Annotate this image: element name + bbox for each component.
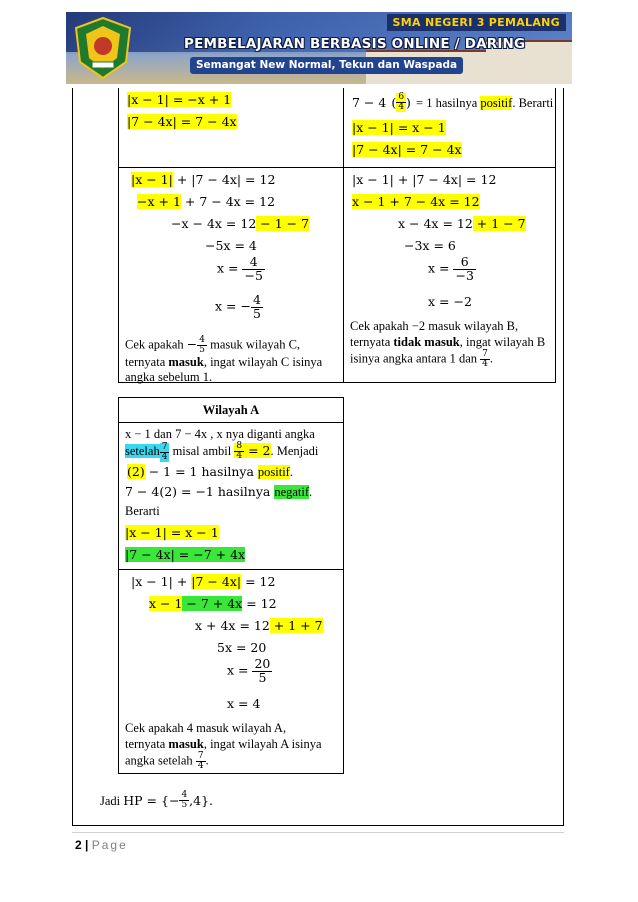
region-b-eq6: x = −2 [428,294,472,309]
region-a-p1: x − 1 dan 7 − 4x , x nya diganti angka [125,427,315,441]
footer-rule [72,832,564,833]
top-right-eq1-pre: 7 − 4 [352,95,387,110]
page-number: 2 | Page [75,838,128,852]
region-a-eq5-frac: $\frac{20}{5}$ [254,656,271,685]
region-c-check-b: masuk wilayah C, [207,337,301,352]
positive-highlight: positif [480,96,513,110]
region-a-two-hl: (2) [127,464,145,479]
region-c-eq4: −5x = 4 [205,238,257,253]
region-c-eq1-a: |x − 1| [131,172,173,187]
region-a-eq3: x + 4x = 12 [195,618,270,633]
top-left-cell [118,88,344,168]
banner-tagline: Semangat New Normal, Tekun dan Waspada [190,57,463,74]
region-a-eq5-lhs: x = [227,662,249,678]
region-c-eq5-frac: $\frac{4}{-5}$ [244,254,263,283]
region-a-eq1-a: |x − 1| + [131,574,192,589]
region-b-eq1: |x − 1| + |7 − 4x| = 12 [352,172,497,187]
region-b-eq4: −3x = 6 [404,238,456,253]
region-a-check-a: Cek apakah 4 masuk wilayah A, [125,721,287,735]
region-b-check-c: isinya angka antara 1 dan [350,351,481,366]
region-a-eq2-hl2: − 7 + 4x [182,596,243,611]
region-a-eq2-hl: x − 1 [149,596,183,611]
region-a-setup-cell: x − 1 dan 7 − 4x , x nya diganti angka setelah $\frac{7}{4}$ misal ambil $\frac{8}{4}$ = 2. Menjadi (2) − 1 = 1 hasilnya positif. 7 − 4(2) = −1 hasilnya negatif. Berarti |x − 1| = x − 1 |7 − 4x| = −7 + 4x [118,422,344,570]
region-b-bold: tidak masuk [393,335,460,349]
school-name: SMA NEGERI 3 PEMALANG [387,14,566,31]
conclusion: Jadi HP = {− $\frac{4}{5}$ ,4}. [100,790,214,810]
header-banner [66,12,572,84]
top-right-cell: 7 − 4 ( $\frac{6}{4}$ ) = 1 hasilnya positif. Berarti |x − 1| = x − 1 |7 − 4x| = 7 − 4x [343,88,556,168]
region-a-setelah-hl: setelah [125,444,160,458]
region-b-eq5-frac: $\frac{6}{-3}$ [455,254,474,283]
solution-set: HP = {− [123,793,180,808]
region-a-berarti: Berarti [125,504,160,518]
banner-title: PEMBELAJARAN BERBASIS ONLINE / DARING [184,36,526,52]
region-a-heading: Wilayah A [202,403,260,417]
region-b-check-frac: $\frac{7}{4}$ [482,349,488,369]
region-c-eq2-rest: + 7 − 4x = 12 [180,194,276,209]
region-c-eq5-lhs: x = [217,260,239,276]
region-c-check-a: Cek apakah [125,337,187,352]
region-a-bold: masuk [168,737,204,751]
school-emblem-icon [72,16,134,80]
region-c-eq3: −x − 4x = 12 [171,216,257,231]
region-b-eq2: x − 1 + 7 − 4x = 12 [352,194,480,209]
top-left-eq2: |7 − 4x| = 7 − 4x [127,114,237,129]
region-b-eq3: x − 4x = 12 [398,216,473,231]
region-a-p6: |x − 1| = x − 1 [125,525,219,540]
region-b-eq5-lhs: x = [428,260,450,276]
region-a-eq1-hl: |7 − 4x| [191,574,242,589]
page-label: Page [91,838,128,852]
region-c-check-d: angka sebelum 1. [125,370,213,384]
region-a-p7: |7 − 4x| = −7 + 4x [125,547,246,562]
region-a-positif-hl: positif [257,465,290,479]
region-b-cell: |x − 1| + |7 − 4x| = 12 x − 1 + 7 − 4x = 12 x − 4x = 12 + 1 − 7 −3x = 6 x = $\frac{6}{-3}$ x = −2 Cek apakah −2 masuk wilayah B, ternyata tidak masuk, ingat wilayah B isinya angka antara 1 dan $\frac{7}{4}$ . [343,167,556,383]
region-b-check-a: Cek apakah −2 masuk wilayah B, [350,319,519,333]
region-b-eq3-hl: + 1 − 7 [472,216,526,231]
region-c-bold: masuk [168,355,204,369]
region-a-header-cell [118,397,344,423]
region-c-eq6-frac: $\frac{4}{5}$ [252,292,261,321]
top-right-eq2: |x − 1| = x − 1 [352,120,446,135]
region-c-eq1-b: + |7 − 4x| = 12 [172,172,276,187]
region-c-eq6-lhs: x = − [215,298,251,314]
top-right-eq3: |7 − 4x| = 7 − 4x [352,142,462,157]
region-a-p2-frac: $\frac{7}{4}$ [161,441,168,462]
region-a-check-frac: $\frac{7}{4}$ [197,751,204,771]
region-a-p4: 7 − 4(2) = −1 hasilnya [125,484,275,499]
page-number-value: 2 [75,838,82,852]
region-a-eq6: x = 4 [227,696,261,711]
region-a-check-c: angka setelah [125,753,196,768]
top-left-eq1: |x − 1| = −x + 1 [127,92,232,107]
region-c-check-frac: $\frac{4}{5}$ [199,335,205,355]
fraction-6-4: $\frac{6}{4}$ [398,92,405,112]
region-c-eq2-hl: −x + 1 [137,194,181,209]
region-c-cell: |x − 1| + |7 − 4x| = 12 −x + 1 + 7 − 4x = 12 −x − 4x = 12 − 1 − 7 −5x = 4 x = $\frac{4}{-5}$ x = − $\frac{4}{5}$ Cek apakah − $\frac{4}{5}$ masuk wilayah C, ternyata masuk, ingat wilayah C isinya angka sebelum 1. [118,167,344,383]
region-a-solve-cell: |x − 1| + |7 − 4x| = 12 x − 1 − 7 + 4x = 12 x + 4x = 12 + 1 + 7 5x = 20 x = $\frac{20}{5}$ x = 4 Cek apakah 4 masuk wilayah A, ternyata masuk, ingat wilayah A isinya angka setelah $\frac{7}{4}$ . [118,569,344,774]
region-c-eq3-hl: − 1 − 7 [256,216,310,231]
region-a-ambil-hl: $\frac{8}{4}$ = 2 [236,441,271,461]
region-a-eq4: 5x = 20 [217,640,267,655]
region-a-eq3-hl: + 1 + 7 [269,618,323,633]
region-a-negatif-hl: negatif [274,485,310,499]
